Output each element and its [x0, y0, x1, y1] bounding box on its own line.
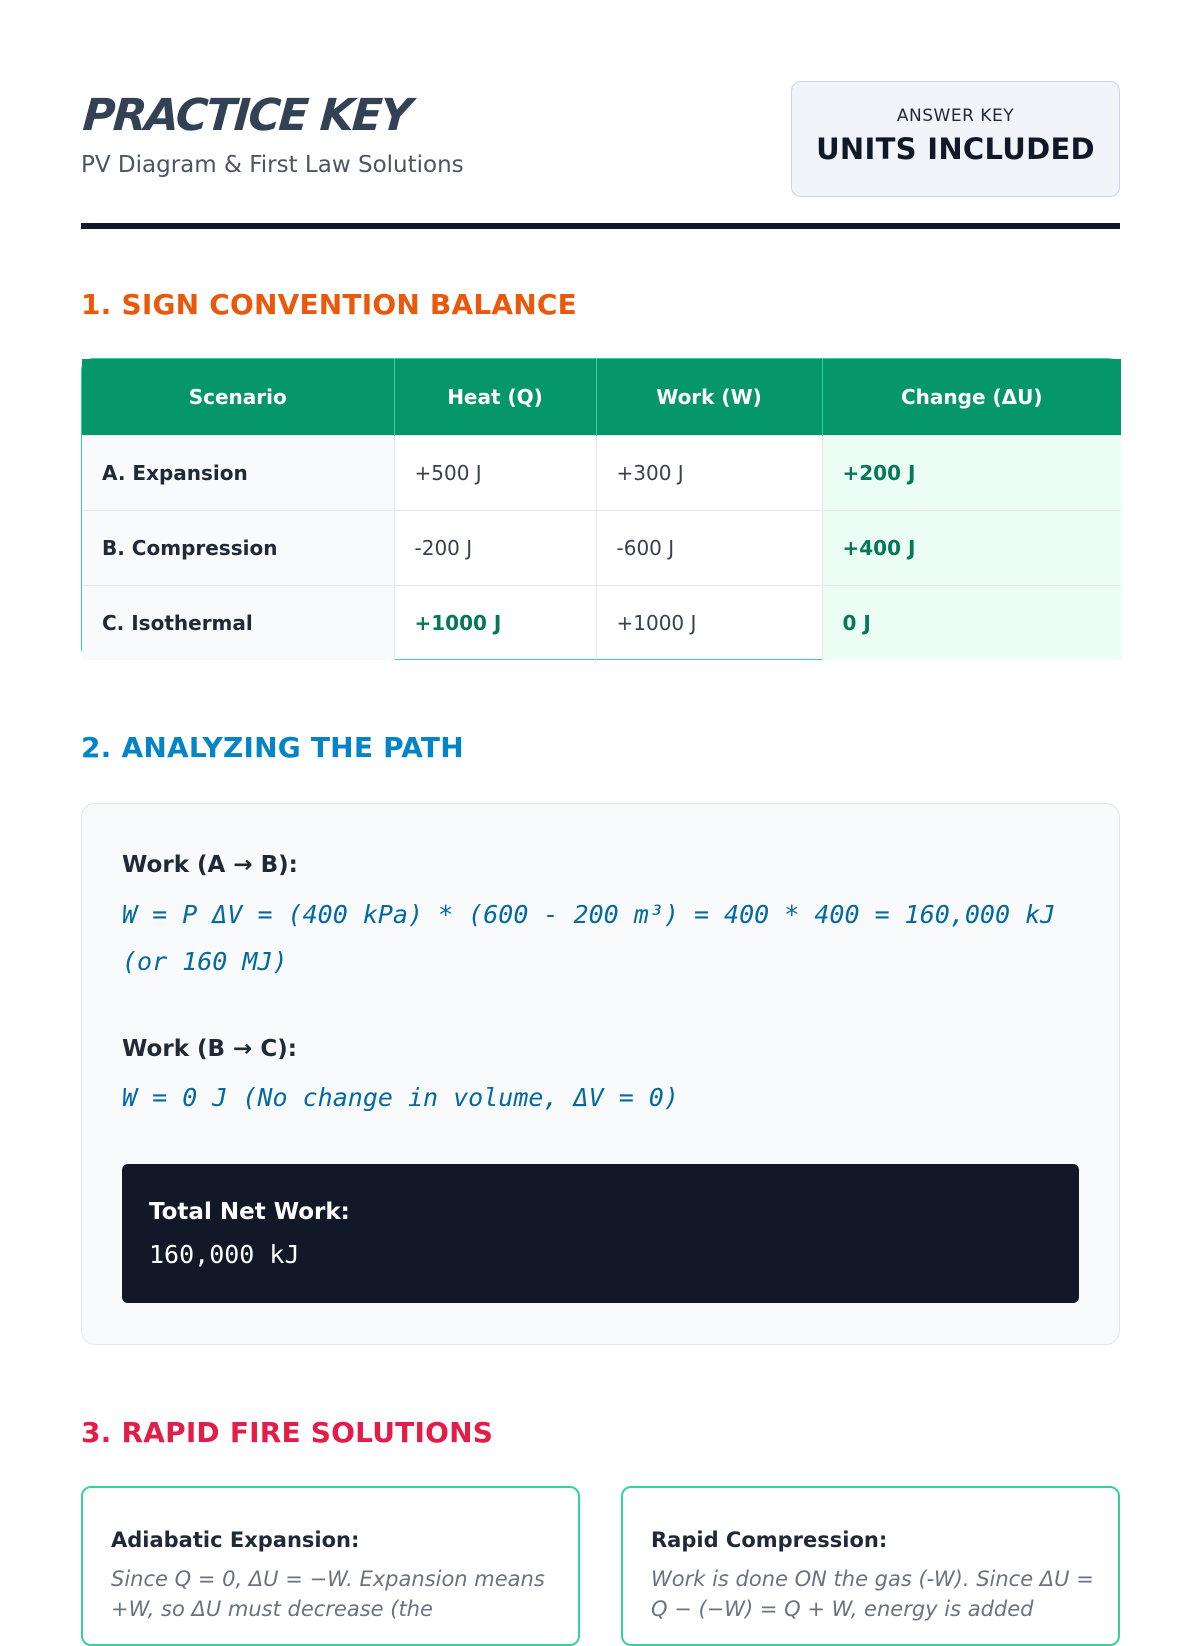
badge-value: UNITS INCLUDED — [816, 132, 1095, 166]
scenario-cell: B. Compression — [82, 510, 394, 585]
heat-cell: +500 J — [394, 435, 596, 510]
column-header-scenario: Scenario — [82, 359, 394, 435]
card-body: Work is done ON the gas (-W). Since ΔU = Q − (−W) = Q + W, energy is added — [651, 1567, 1094, 1621]
rapid-fire-card-adiabatic — [81, 1486, 580, 1646]
section-2-title: 2. ANALYZING THE PATH — [81, 731, 464, 764]
work-ab-formula: W = P ΔV = (400 kPa) * (600 - 200 m³) = 400 * 400 = 160,000 kJ (or 160 MJ) — [122, 900, 1056, 976]
section-1-title: 1. SIGN CONVENTION BALANCE — [81, 288, 577, 321]
column-header-work: Work (W) — [596, 359, 822, 435]
work-cell: +1000 J — [596, 585, 822, 660]
section-3-title: 3. RAPID FIRE SOLUTIONS — [81, 1416, 494, 1449]
practice-key-page — [81, 0, 1120, 1621]
net-work-box — [122, 1164, 1079, 1303]
work-ab-label: Work (A → B): — [122, 852, 298, 878]
net-work-value: 160,000 kJ — [149, 1240, 300, 1269]
change-cell: +400 J — [822, 510, 1121, 585]
card-body: Since Q = 0, ΔU = −W. Expansion means +W, so ΔU must decrease (the — [111, 1567, 545, 1621]
answer-key-badge — [791, 81, 1120, 197]
scenario-cell: C. Isothermal — [82, 585, 394, 660]
badge-label: ANSWER KEY — [896, 106, 1015, 126]
work-cell: -600 J — [596, 510, 822, 585]
column-header-change: Change (ΔU) — [822, 359, 1121, 435]
header-divider — [81, 223, 1120, 229]
scenario-cell: A. Expansion — [82, 435, 394, 510]
card-title: Rapid Compression: — [651, 1528, 888, 1552]
header — [81, 0, 1120, 228]
column-header-heat: Heat (Q) — [394, 359, 596, 435]
change-cell: +200 J — [822, 435, 1121, 510]
work-cell: +300 J — [596, 435, 822, 510]
table-row — [82, 435, 1121, 510]
work-bc-label: Work (B → C): — [122, 1036, 297, 1062]
sign-convention-table — [81, 358, 1120, 660]
table-row — [82, 585, 1121, 660]
card-title: Adiabatic Expansion: — [111, 1528, 360, 1552]
page-title: PRACTICE KEY — [81, 90, 412, 141]
heat-cell: +1000 J — [394, 585, 596, 660]
heat-cell: -200 J — [394, 510, 596, 585]
change-cell: 0 J — [822, 585, 1121, 660]
table-row — [82, 510, 1121, 585]
work-bc-formula: W = 0 J (No change in volume, ΔV = 0) — [122, 1083, 679, 1112]
table-header-row — [82, 359, 1121, 435]
net-work-label: Total Net Work: — [149, 1199, 350, 1225]
rapid-fire-card-compression — [621, 1486, 1120, 1646]
page-subtitle: PV Diagram & First Law Solutions — [81, 152, 464, 178]
